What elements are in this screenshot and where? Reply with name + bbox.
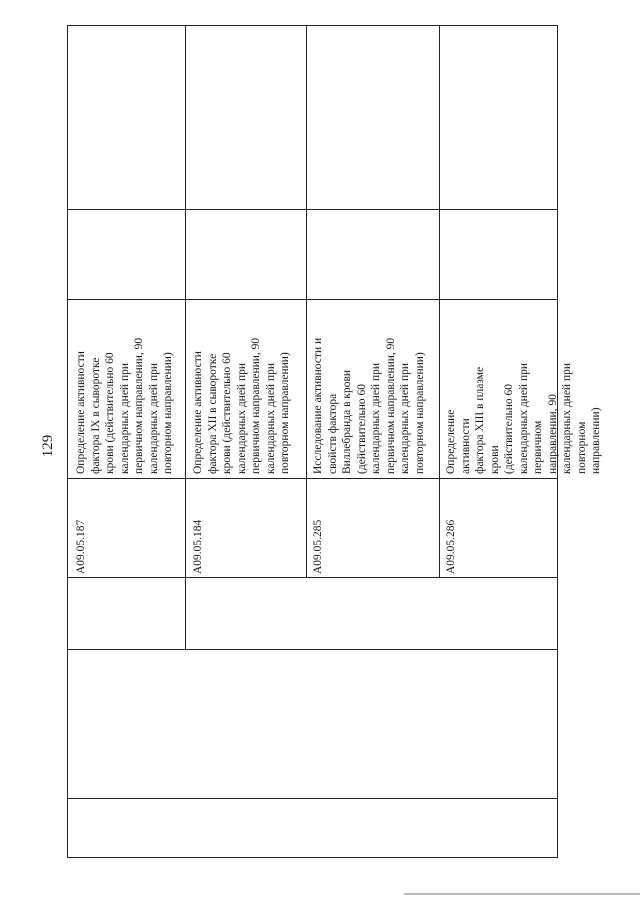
service-description: Исследование активности и свойств фактора Виллебранда в крови (действительно 60 календарных дней при первичном направлении, 90 календарных дней при повторном направлении): [312, 337, 426, 474]
column-divider: [68, 798, 557, 799]
service-code: A09.05.285: [312, 519, 324, 574]
service-code: A09.05.187: [75, 519, 87, 574]
column-divider: [68, 299, 557, 300]
scan-edge-mark: [404, 893, 640, 895]
row-divider: [439, 26, 440, 577]
column-divider: [68, 478, 557, 479]
service-code: A09.05.184: [192, 519, 204, 574]
page-number: 129: [40, 434, 56, 458]
row-divider: [185, 26, 186, 649]
service-description: Определение активности фактора XII в сыворотке крови (действительно 60 календарных дней при первичном направлении, 90 календарных дней при повторном направлении): [192, 337, 291, 474]
service-code: A09.05.286: [445, 519, 457, 574]
row-divider: [306, 26, 307, 577]
service-description: Определение активности фактора XIII в плазме крови (действительно 60 календарных дней при первичном направлении, 90 календарных дней при повторном направлении): [445, 362, 602, 474]
services-table: [67, 25, 602, 858]
service-description: Определение активности фактора IX в сыворотке крови (действительно 60 календарных дней при первичном направлении, 90 календарных дней при повторном направлении): [75, 337, 174, 474]
column-divider: [68, 577, 557, 578]
column-divider: [68, 209, 557, 210]
column-divider: [68, 649, 557, 650]
